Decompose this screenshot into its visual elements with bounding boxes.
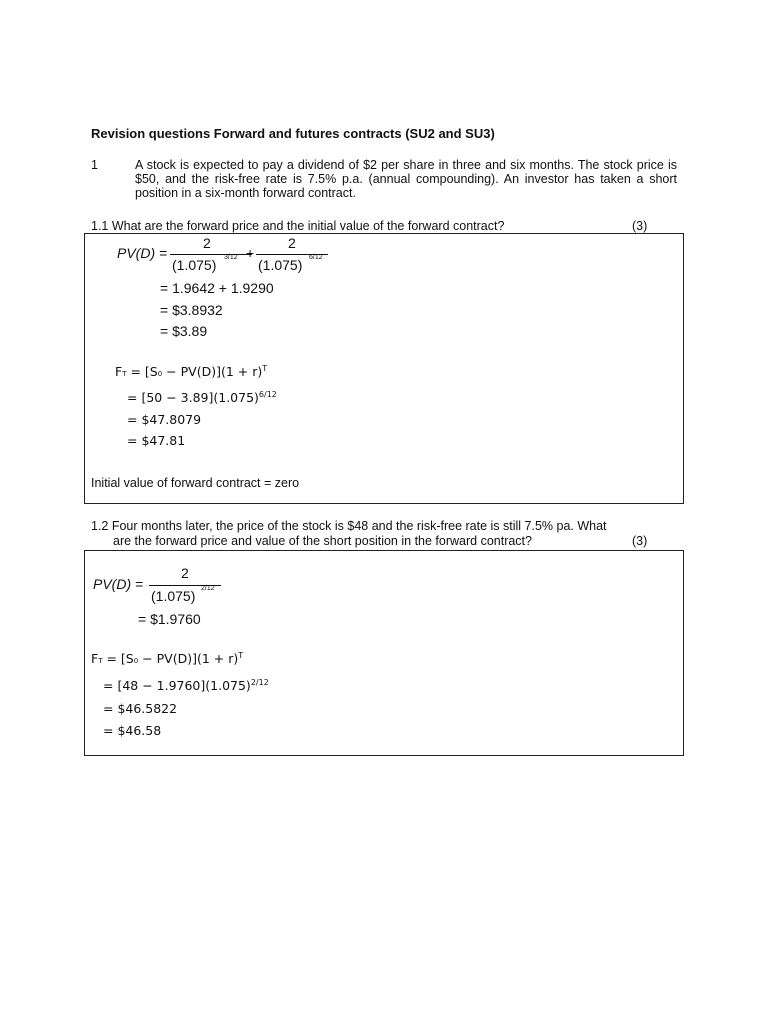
numerator-2: 2 — [288, 235, 296, 251]
ft-step-2-3: = $46.58 — [103, 723, 162, 738]
ft-step-2-1-exponent: 2/12 — [250, 678, 269, 687]
question-text: A stock is expected to pay a dividend of $2 per share in three and six months. The stock price is $50, and the risk-free rate is 7.5% p.a. (annual compounding). An investor has taken a short position in a six-month forward contract. — [135, 158, 677, 200]
exponent-3: 2/12 — [201, 585, 215, 592]
numerator-3: 2 — [181, 565, 189, 581]
denominator-2: (1.075) — [258, 257, 303, 273]
exponent-2: 6/12 — [309, 254, 323, 261]
pv-step-1: = 1.9642 + 1.9290 — [160, 280, 274, 296]
ft-step-1-text: = [50 − 3.89](1.075) — [127, 390, 259, 406]
initial-value-text: Initial value of forward contract = zero — [91, 476, 300, 490]
ft-step-1-exponent: 6/12 — [258, 390, 277, 399]
denominator-3: (1.075) — [151, 588, 196, 604]
pv-step-2: = $3.8932 — [160, 302, 223, 318]
plus-sign: + — [246, 245, 255, 261]
exponent-1: 3/12 — [224, 254, 238, 261]
ft-rest-2: − PV(D)](1 + r) — [138, 651, 239, 667]
pv-step-2-1: = $1.9760 — [138, 611, 201, 627]
subquestion-1-1: 1.1 What are the forward price and the initial value of the forward contract? — [91, 219, 505, 233]
question-number: 1 — [91, 158, 98, 172]
ft-step-3: = $47.81 — [127, 433, 186, 448]
ft-step-2: = $47.8079 — [127, 412, 202, 427]
ft-step-2-1-text: = [48 − 1.9760](1.075) — [103, 678, 251, 694]
subquestion-1-2-line1: 1.2 Four months later, the price of the stock is $48 and the risk-free rate is still 7.5% pa. What — [91, 519, 607, 533]
ft-formula-2 — [91, 651, 243, 666]
ft-equals: = [S — [130, 364, 158, 380]
pv-lhs-2: PV(D) = — [93, 576, 144, 592]
ft-step-2-1 — [103, 678, 269, 693]
document-title: Revision questions Forward and futures contracts (SU2 and SU3) — [91, 126, 495, 141]
ft-rest: − PV(D)](1 + r) — [162, 364, 263, 380]
ft-exponent-2: T — [238, 651, 244, 660]
pv-step-3: = $3.89 — [160, 323, 208, 339]
ft-exponent: T — [262, 364, 268, 373]
ft-symbol: F — [115, 364, 123, 380]
s0-subscript-2: 0 — [133, 657, 139, 666]
s0-subscript: 0 — [157, 370, 163, 379]
numerator-1: 2 — [203, 235, 211, 251]
ft-subscript-2: T — [98, 657, 103, 666]
ft-step-1 — [127, 390, 277, 405]
ft-subscript: T — [122, 370, 127, 379]
fraction-bar-1 — [170, 254, 252, 255]
ft-symbol-2: F — [91, 651, 99, 667]
marks-1-2: (3) — [632, 534, 648, 548]
subquestion-1-2-line2: are the forward price and value of the short position in the forward contract? — [113, 534, 532, 548]
marks-1-1: (3) — [632, 219, 648, 233]
pv-lhs: PV(D) = — [117, 245, 168, 261]
ft-formula — [115, 364, 267, 379]
denominator-1: (1.075) — [172, 257, 217, 273]
ft-step-2-2: = $46.5822 — [103, 701, 178, 716]
ft-equals-2: = [S — [106, 651, 134, 667]
